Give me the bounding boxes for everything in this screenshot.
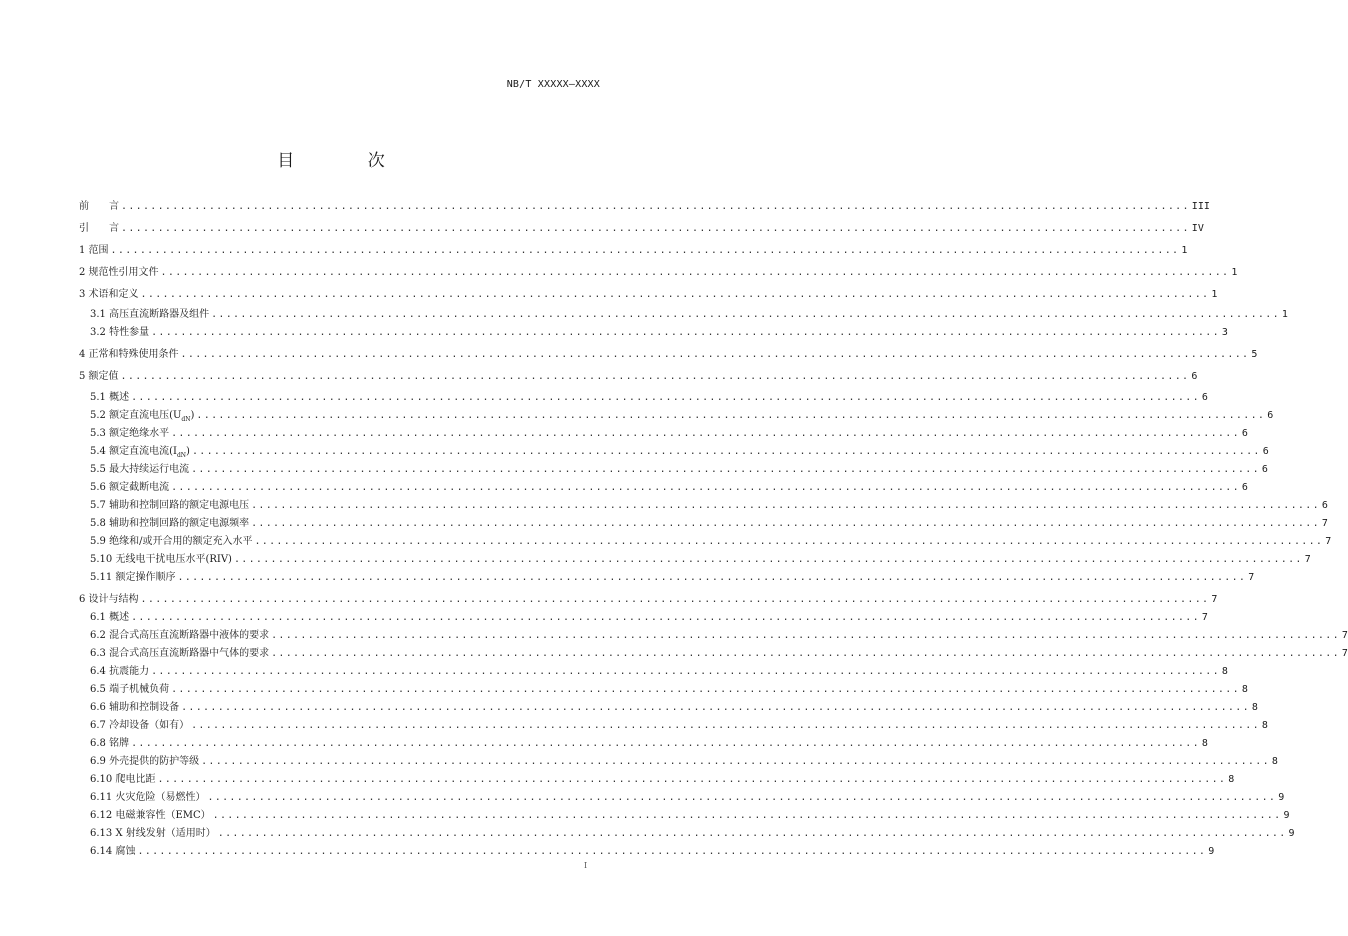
toc-entry-label: 5.8 辅助和控制回路的额定电源频率 (90, 518, 250, 529)
toc-entry[interactable] (79, 220, 1204, 236)
toc-entry-page: 8 (1261, 720, 1268, 731)
toc-leader-dots: .................................................................................................................................................. (160, 267, 1230, 278)
toc-entry-page: 6 (1201, 392, 1208, 403)
toc-entry-page: 7 (1211, 594, 1218, 605)
toc-entry-page: III (1191, 201, 1210, 212)
toc-leader-dots: .................................................................................................................................................. (151, 666, 1220, 677)
toc-entry-label: 5.2 额定直流电压$(U_{dN})$ (90, 410, 195, 423)
toc-entry[interactable] (90, 645, 1348, 661)
toc-entry-label: 5.1 概述 (90, 392, 130, 403)
toc-entry[interactable] (90, 681, 1248, 697)
toc-entry-page: 6 (1262, 446, 1269, 457)
toc-entry-page: 8 (1221, 666, 1228, 677)
toc-entry-page: 8 (1228, 774, 1235, 785)
toc-entry-page: 5 (1251, 349, 1258, 360)
toc-entry-label: 5.3 额定绝缘水平 (90, 428, 170, 439)
toc-entry-label: 5.11 额定操作顺序 (90, 572, 176, 583)
toc-entry-label: 2 规范性引用文件 (79, 267, 159, 278)
toc-entry[interactable] (90, 407, 1274, 423)
toc-entry[interactable] (79, 286, 1218, 302)
toc-leader-dots: .................................................................................................................................................. (251, 518, 1320, 529)
toc-entry-label: 5.4 额定直流电流$(I_{dN})$ (90, 446, 190, 459)
page-number: I (584, 861, 588, 870)
toc-entry-page: 1 (1181, 245, 1188, 256)
toc-entry-label: 3.1 高压直流断路器及组件 (90, 309, 210, 320)
toc-entry-label: 6.8 铭牌 (90, 738, 130, 749)
toc-entry-label: 5.9 绝缘和/或开合用的额定充入水平 (90, 536, 253, 547)
toc-entry-page: 6 (1261, 464, 1268, 475)
toc-entry-label: 6.9 外壳提供的防护等级 (90, 756, 200, 767)
toc-entry-page: 1 (1211, 289, 1218, 300)
toc-leader-dots: .................................................................................................................................................. (217, 828, 1287, 839)
toc-entry[interactable] (79, 368, 1198, 384)
toc-entry-label: 6.7 冷却设备（如有） (90, 720, 190, 731)
toc-entry[interactable] (90, 627, 1348, 643)
toc-entry[interactable] (90, 533, 1332, 549)
toc-entry-page: 7 (1248, 572, 1255, 583)
toc-entry[interactable] (79, 198, 1210, 214)
toc-entry-label: 3 术语和定义 (79, 289, 139, 300)
toc-entry[interactable] (90, 825, 1295, 841)
toc-entry-page: 8 (1271, 756, 1278, 767)
toc-leader-dots: .................................................................................................................................................. (191, 464, 1260, 475)
toc-entry-label: 5.10 无线电干扰电压水平(RIV) (90, 554, 232, 565)
toc-entry-label: 5.7 辅助和控制回路的额定电源电压 (90, 500, 250, 511)
toc-leader-dots: .................................................................................................................................................. (140, 289, 1210, 300)
toc-leader-dots: .................................................................................................................................................. (177, 572, 1247, 583)
toc-entry-page: 7 (1304, 554, 1311, 565)
toc-entry-label: 6 设计与结构 (79, 594, 139, 605)
toc-entry[interactable] (79, 346, 1258, 362)
toc-entry-label: 1 范围 (79, 245, 109, 256)
toc-entry-page: 8 (1251, 702, 1258, 713)
toc-entry-label: 5 额定值 (79, 371, 119, 382)
toc-leader-dots: .................................................................................................................................................. (196, 410, 1266, 421)
toc-entry[interactable] (90, 306, 1288, 322)
toc-leader-dots: .................................................................................................................................................. (212, 810, 1282, 821)
toc-entry[interactable] (90, 843, 1215, 859)
toc-leader-dots: .................................................................................................................................................. (120, 371, 1190, 382)
toc-leader-dots: .................................................................................................................................................. (140, 594, 1210, 605)
toc-leader-dots: .................................................................................................................................................. (271, 630, 1340, 641)
toc-entry[interactable] (90, 443, 1269, 459)
toc-leader-dots: .................................................................................................................................................. (121, 223, 1190, 234)
toc-entry[interactable] (90, 753, 1278, 769)
toc-entry-label: 6.4 抗震能力 (90, 666, 150, 677)
toc-entry[interactable] (90, 479, 1248, 495)
toc-leader-dots: .................................................................................................................................................. (171, 428, 1240, 439)
toc-entry-page: 9 (1278, 792, 1285, 803)
toc-entry-page: 1 (1231, 267, 1238, 278)
toc-entry-page: 7 (1201, 612, 1208, 623)
toc-leader-dots: .................................................................................................................................................. (201, 756, 1270, 767)
toc-title: 目 次 (277, 151, 419, 171)
toc-entry-label: 4 正常和特殊使用条件 (79, 349, 179, 360)
toc-entry-label: 6.6 辅助和控制设备 (90, 702, 180, 713)
toc-entry-page: 6 (1267, 410, 1274, 421)
toc-leader-dots: .................................................................................................................................................. (211, 309, 1280, 320)
toc-entry[interactable] (90, 717, 1268, 733)
toc-leader-dots: .................................................................................................................................................. (191, 446, 1261, 457)
toc-entry-page: 6 (1241, 428, 1248, 439)
toc-leader-dots: .................................................................................................................................................. (207, 792, 1277, 803)
toc-entry-label: 6.2 混合式高压直流断路器中液体的要求 (90, 630, 270, 641)
toc-entry-label: 引 言 (79, 223, 119, 234)
toc-leader-dots: .................................................................................................................................................. (137, 846, 1207, 857)
toc-leader-dots: .................................................................................................................................................. (171, 684, 1240, 695)
toc-entry-page: 6 (1241, 482, 1248, 493)
toc-entry-label: 6.11 火灾危险（易燃性） (90, 792, 206, 803)
toc-leader-dots: .................................................................................................................................................. (131, 612, 1200, 623)
toc-entry-label: 6.13 X 射线发射（适用时） (90, 828, 216, 839)
toc-entry[interactable] (90, 807, 1290, 823)
toc-entry[interactable] (90, 789, 1285, 805)
toc-entry-page: 8 (1201, 738, 1208, 749)
toc-leader-dots: .................................................................................................................................................. (131, 738, 1200, 749)
toc-entry-page: 9 (1283, 810, 1290, 821)
toc-entry-page: 7 (1325, 536, 1332, 547)
toc-entry-label: 前 言 (79, 201, 119, 212)
toc-leader-dots: .................................................................................................................................................. (110, 245, 1180, 256)
toc-entry-label: 3.2 特性参量 (90, 327, 150, 338)
toc-entry-page: 8 (1241, 684, 1248, 695)
toc-entry-label: 6.10 爬电比距 (90, 774, 156, 785)
toc-entry[interactable] (90, 551, 1311, 567)
toc-entry[interactable] (90, 735, 1208, 751)
toc-leader-dots: .................................................................................................................................................. (180, 349, 1250, 360)
toc-leader-dots: .................................................................................................................................................. (233, 554, 1303, 565)
toc-entry-page: 7 (1341, 630, 1348, 641)
toc-entry-label: 6.5 端子机械负荷 (90, 684, 170, 695)
toc-entry-page: 7 (1341, 648, 1348, 659)
toc-entry-page: 9 (1288, 828, 1295, 839)
toc-leader-dots: .................................................................................................................................................. (271, 648, 1340, 659)
toc-leader-dots: .................................................................................................................................................. (151, 327, 1220, 338)
toc-leader-dots: .................................................................................................................................................. (181, 702, 1250, 713)
toc-leader-dots: .................................................................................................................................................. (171, 482, 1240, 493)
toc-entry-subscript: dN (181, 416, 191, 423)
toc-entry[interactable] (90, 497, 1328, 513)
toc-leader-dots: .................................................................................................................................................. (254, 536, 1324, 547)
toc-entry-label: 5.6 额定截断电流 (90, 482, 170, 493)
toc-entry-page: IV (1191, 223, 1204, 234)
toc-entry-page: 6 (1321, 500, 1328, 511)
toc-leader-dots: .................................................................................................................................................. (121, 201, 1190, 212)
toc-entry[interactable] (90, 389, 1208, 405)
toc-entry[interactable] (79, 242, 1188, 258)
toc-leader-dots: .................................................................................................................................................. (251, 500, 1320, 511)
toc-entry[interactable] (90, 663, 1228, 679)
toc-entry[interactable] (90, 324, 1228, 340)
toc-entry-page: 7 (1321, 518, 1328, 529)
toc-entry[interactable] (90, 569, 1255, 585)
toc-entry[interactable] (90, 609, 1208, 625)
document-code: NB/T XXXXX—XXXX (506, 79, 600, 90)
toc-entry[interactable] (90, 425, 1248, 441)
toc-entry[interactable] (90, 461, 1268, 477)
toc-entry-page: 6 (1191, 371, 1198, 382)
toc-entry[interactable] (79, 264, 1238, 280)
toc-entry[interactable] (90, 515, 1328, 531)
toc-entry-page: 9 (1208, 846, 1215, 857)
toc-leader-dots: .................................................................................................................................................. (191, 720, 1260, 731)
toc-entry-label: 6.14 腐蚀 (90, 846, 136, 857)
toc-entry[interactable] (79, 591, 1218, 607)
toc-entry-page: 1 (1281, 309, 1288, 320)
toc-leader-dots: .................................................................................................................................................. (157, 774, 1227, 785)
toc-entry-page: 3 (1221, 327, 1228, 338)
toc-entry[interactable] (90, 699, 1258, 715)
toc-entry[interactable] (90, 771, 1235, 787)
toc-entry-subscript: dN (176, 452, 187, 459)
toc-leader-dots: .................................................................................................................................................. (131, 392, 1200, 403)
toc-entry-label: 5.5 最大持续运行电流 (90, 464, 190, 475)
toc-entry-label: 6.12 电磁兼容性（EMC） (90, 810, 211, 821)
toc-entry-label: 6.3 混合式高压直流断路器中气体的要求 (90, 648, 270, 659)
toc-entry-label: 6.1 概述 (90, 612, 130, 623)
